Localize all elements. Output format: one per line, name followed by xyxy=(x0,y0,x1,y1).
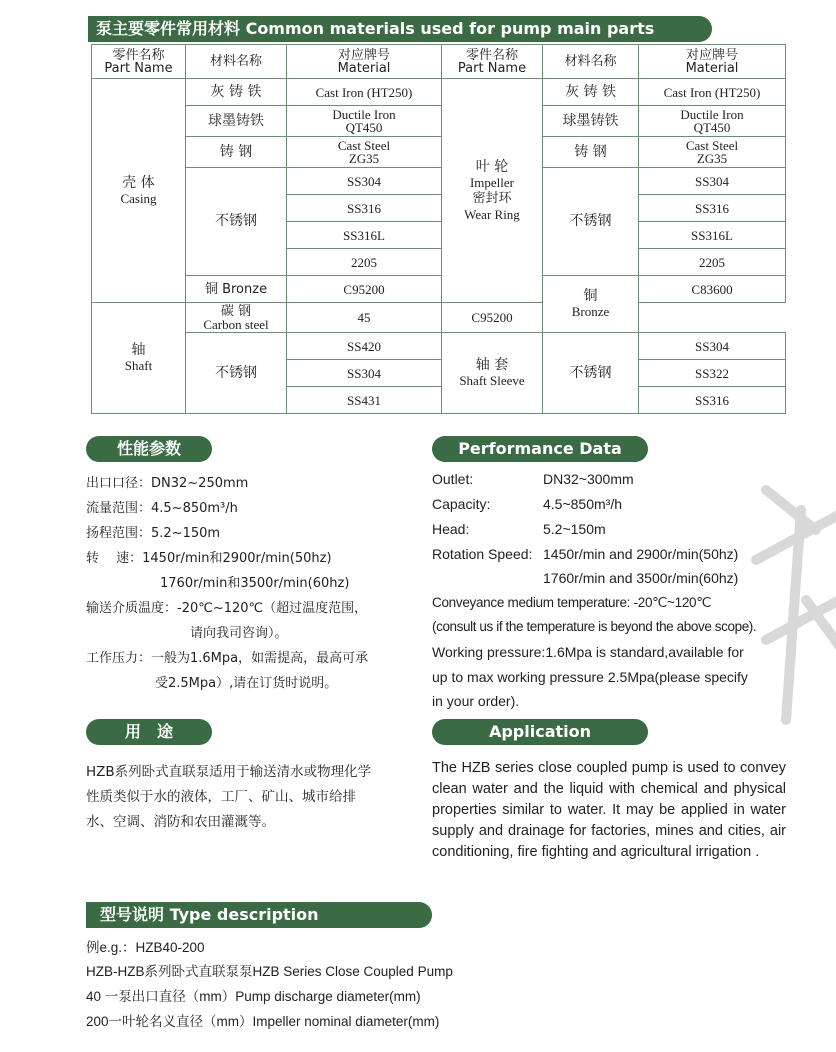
grade-ss304: SS304 xyxy=(287,168,442,195)
header-grade-2: 对应牌号 Material xyxy=(639,45,786,79)
grade-ss420: SS420 xyxy=(287,333,442,360)
type-line: 200一叶轮名义直径（mm）Impeller nominal diameter(mm) xyxy=(86,1014,440,1029)
app-en-text: The HZB series close coupled pump is used to convey clean water and the liquid with chemical and physical properties similar to water. It may be applied in water supply and drainage for factories, mines and cities, air conditioning, fire fighting and agricultural irrigation . xyxy=(432,760,786,860)
perf-en-speed-value: 1450r/min and 2900r/min(50hz) xyxy=(543,546,739,562)
perf-en-outlet-value: DN32~300mm xyxy=(543,471,634,487)
table-row xyxy=(92,137,786,168)
grade-cast-steel-2: Cast Steel ZG35 xyxy=(639,137,786,168)
grade-cast-steel: Cast Steel ZG35 xyxy=(287,137,442,168)
mat-shaft-stainless: 不锈钢 xyxy=(186,333,287,414)
part-impeller: 叶 轮 Impeller 密封环 Wear Ring xyxy=(442,79,543,303)
header-part-name: 零件名称 Part Name xyxy=(92,45,186,79)
grade-ductile: Ductile Iron QT450 xyxy=(287,106,442,137)
grade-c83600: C83600 xyxy=(639,276,786,303)
perf-cn-line: 请向我司咨询）。 xyxy=(190,626,288,641)
app-cn-line: 性质类似于水的液体，工厂、矿山、城市给排 xyxy=(86,789,356,805)
grade-ss316-2: SS316 xyxy=(639,195,786,222)
grade-2205-2: 2205 xyxy=(639,249,786,276)
performance-en-title: Performance Data xyxy=(432,436,648,462)
mat-sleeve-stainless: 不锈钢 xyxy=(543,333,639,414)
type-line: 例e.g.：HZB40-200 xyxy=(86,940,205,955)
type-line: 40 一泵出口直径（mm）Pump discharge diameter(mm) xyxy=(86,989,421,1004)
perf-cn-line: 工作压力：一般为1.6Mpa，如需提高，最高可承 xyxy=(86,651,369,666)
app-cn-line: HZB系列卧式直联泵适用于输送清水或物理化学 xyxy=(86,764,372,780)
header-material-name-2: 材料名称 xyxy=(543,45,639,79)
grade-sh-ss304: SS304 xyxy=(287,360,442,387)
type-description-title: 型号说明 Type description xyxy=(86,902,432,928)
grade-gray-iron: Cast Iron (HT250) xyxy=(287,79,442,106)
performance-cn-title: 性能参数 xyxy=(86,436,212,462)
application-en-title: Application xyxy=(432,719,648,745)
mat-ductile: 球墨铸铁 xyxy=(186,106,287,137)
part-shaft-sleeve: 轴 套 Shaft Sleeve xyxy=(442,333,543,414)
perf-cn-line: 1760r/min和3500r/min(60hz) xyxy=(160,576,350,591)
grade-ductile-2: Ductile Iron QT450 xyxy=(639,106,786,137)
perf-cn-line: 流量范围：4.5~850m³/h xyxy=(86,501,238,516)
mat-cast-steel: 铸 钢 xyxy=(186,137,287,168)
perf-en-line: (consult us if the temperature is beyond the above scope). xyxy=(432,619,757,634)
mat-gray-iron-2: 灰 铸 铁 xyxy=(543,79,639,106)
part-shaft: 轴 Shaft xyxy=(92,303,186,414)
perf-en-line: up to max working pressure 2.5Mpa(please specify xyxy=(432,669,748,685)
table-header-row xyxy=(92,45,786,79)
grade-ss316l-2: SS316L xyxy=(639,222,786,249)
perf-cn-line: 出口口径：DN32~250mm xyxy=(86,476,249,491)
table-row xyxy=(92,303,786,333)
grade-ss316l: SS316L xyxy=(287,222,442,249)
perf-en-outlet-label: Outlet: xyxy=(432,471,474,487)
perf-cn-line: 受2.5Mpa）,请在订货时说明。 xyxy=(155,676,338,691)
perf-en-head-value: 5.2~150m xyxy=(543,521,606,537)
grade-gray-iron-2: Cast Iron (HT250) xyxy=(639,79,786,106)
perf-cn-line: 扬程范围：5.2~150m xyxy=(86,526,221,541)
header-grade: 对应牌号 Material xyxy=(287,45,442,79)
perf-en-line: Conveyance medium temperature: -20℃~120℃ xyxy=(432,595,712,610)
application-cn-title: 用 途 xyxy=(86,719,212,745)
mat-bronze: 铜 Bronze xyxy=(186,276,287,303)
part-casing: 壳 体 Casing xyxy=(92,79,186,303)
perf-cn-line: 转 速：1450r/min和2900r/min(50hz) xyxy=(86,551,332,566)
grade-ss304-2: SS304 xyxy=(639,168,786,195)
mat-stainless: 不锈钢 xyxy=(186,168,287,276)
grade-ss322: SS322 xyxy=(639,360,786,387)
perf-en-capacity-label: Capacity: xyxy=(432,496,491,512)
grade-ss316: SS316 xyxy=(287,195,442,222)
grade-ss431: SS431 xyxy=(287,387,442,414)
table-row xyxy=(92,276,786,303)
table-row xyxy=(92,168,786,195)
type-line: HZB-HZB系列卧式直联泵泵HZB Series Close Coupled Pump xyxy=(86,964,453,979)
grade-2205: 2205 xyxy=(287,249,442,276)
mat-cast-steel-2: 铸 钢 xyxy=(543,137,639,168)
perf-en-capacity-value: 4.5~850m³/h xyxy=(543,496,622,512)
mat-carbon-steel: 碳 钢 Carbon steel xyxy=(186,303,287,333)
mat-ductile-2: 球墨铸铁 xyxy=(543,106,639,137)
grade-45: 45 xyxy=(287,303,442,333)
perf-en-speed-label: Rotation Speed: xyxy=(432,546,533,562)
grade-sl-ss316: SS316 xyxy=(639,387,786,414)
mat-bronze-2: 铜 Bronze xyxy=(543,276,639,333)
perf-cn-line: 输送介质温度：-20℃~120℃（超过温度范围， xyxy=(86,601,368,616)
grade-sl-ss304: SS304 xyxy=(639,333,786,360)
mat-gray-iron: 灰 铸 铁 xyxy=(186,79,287,106)
materials-title: 泵主要零件常用材料 Common materials used for pump main parts xyxy=(88,16,712,42)
header-material-name: 材料名称 xyxy=(186,45,287,79)
mat-stainless-2: 不锈钢 xyxy=(543,168,639,276)
grade-c95200-2: C95200 xyxy=(442,303,543,333)
table-row xyxy=(92,333,786,360)
app-cn-line: 水、空调、消防和农田灌溉等。 xyxy=(86,814,275,830)
grade-c95200: C95200 xyxy=(287,276,442,303)
watermark-icon xyxy=(746,470,836,730)
header-part-name-2: 零件名称 Part Name xyxy=(442,45,543,79)
perf-en-line: Working pressure:1.6Mpa is standard,available for xyxy=(432,644,744,660)
materials-table xyxy=(91,44,786,414)
perf-en-line: in your order). xyxy=(432,693,520,709)
perf-en-head-label: Head: xyxy=(432,521,470,537)
table-row xyxy=(92,79,786,106)
perf-en-speed-value-2: 1760r/min and 3500r/min(60hz) xyxy=(543,570,739,586)
table-row xyxy=(92,106,786,137)
